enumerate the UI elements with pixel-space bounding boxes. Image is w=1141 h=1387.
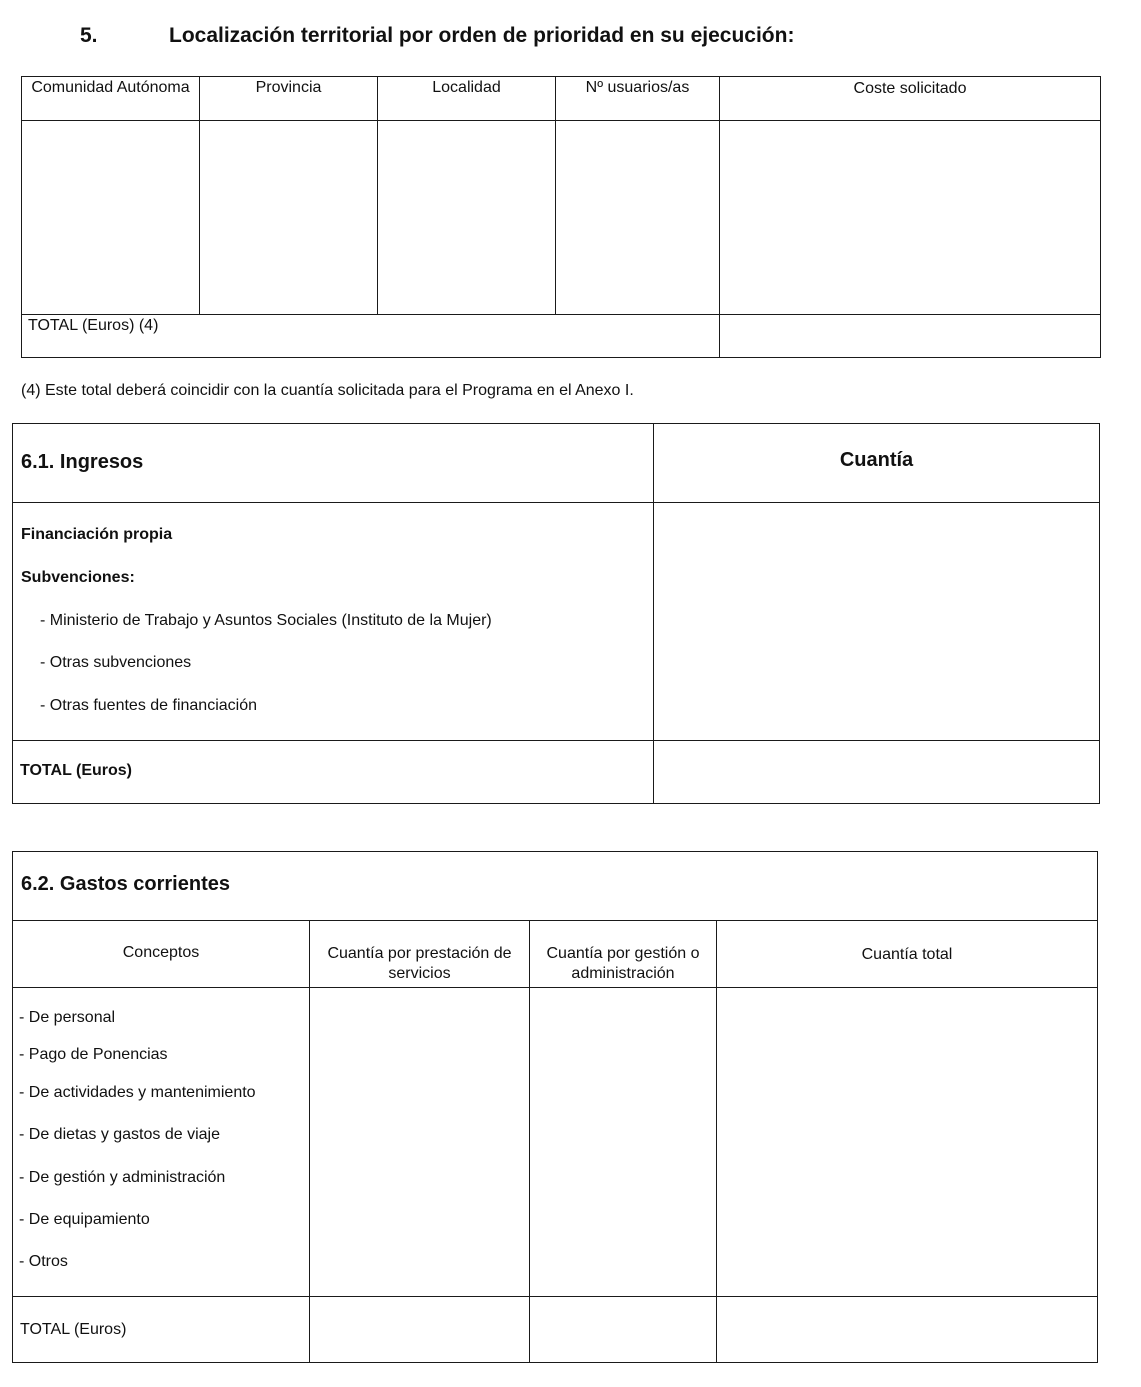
gastos-prestacion-cell[interactable]	[310, 988, 529, 1296]
ingresos-item-otras-fuentes: - Otras fuentes de financiación	[40, 697, 258, 714]
footnote: (4) Este total deberá coincidir con la cuantía solicitada para el Programa en el Anexo I.	[21, 382, 634, 399]
cell-usuarios[interactable]	[556, 121, 719, 314]
gastos-total-gestion-cell[interactable]	[530, 1297, 716, 1362]
ingresos-item-subvenciones: Subvenciones:	[21, 569, 135, 586]
ingresos-title: 6.1. Ingresos	[21, 451, 144, 473]
column-header-gestion: Cuantía por gestión o administración	[546, 945, 700, 982]
ingresos-total-cell[interactable]	[654, 741, 1099, 803]
column-header-comunidad: Comunidad Autónoma	[31, 79, 190, 96]
column-header-total: Cuantía total	[861, 946, 953, 963]
gastos-item-personal: - De personal	[19, 1009, 116, 1026]
gastos-total-total-cell[interactable]	[717, 1297, 1097, 1362]
gastos-title: 6.2. Gastos corrientes	[21, 873, 230, 895]
ingresos-amount-cell[interactable]	[654, 503, 1099, 740]
cuantia-header: Cuantía	[839, 449, 914, 471]
column-header-localidad: Localidad	[432, 79, 501, 96]
column-header-coste: Coste solicitado	[853, 80, 967, 97]
section-number: 5.	[80, 24, 98, 47]
gastos-total-label: TOTAL (Euros)	[20, 1321, 127, 1338]
gastos-item-dietas: - De dietas y gastos de viaje	[19, 1126, 220, 1143]
column-header-provincia: Provincia	[255, 79, 322, 96]
gastos-item-equipamiento: - De equipamiento	[19, 1211, 150, 1228]
cell-provincia[interactable]	[200, 121, 377, 314]
column-header-conceptos: Conceptos	[122, 944, 200, 961]
cell-localidad[interactable]	[378, 121, 555, 314]
column-header-usuarios: Nº usuarios/as	[585, 79, 690, 96]
total-value-cell[interactable]	[720, 315, 1100, 357]
gastos-total-prestacion-cell[interactable]	[310, 1297, 529, 1362]
gastos-total-cell[interactable]	[717, 988, 1097, 1296]
cell-comunidad[interactable]	[22, 121, 199, 314]
gastos-item-gestion: - De gestión y administración	[19, 1169, 226, 1186]
total-label: TOTAL (Euros) (4)	[28, 317, 159, 334]
gastos-item-actividades: - De actividades y mantenimiento	[19, 1084, 256, 1101]
ingresos-total-label: TOTAL (Euros)	[20, 762, 132, 779]
gastos-item-ponencias: - Pago de Ponencias	[19, 1046, 168, 1063]
section-title: Localización territorial por orden de prioridad en su ejecución:	[169, 24, 795, 47]
ingresos-item-financiacion: Financiación propia	[21, 526, 173, 543]
gastos-gestion-cell[interactable]	[530, 988, 716, 1296]
ingresos-item-ministerio: - Ministerio de Trabajo y Asuntos Sociales (Instituto de la Mujer)	[40, 612, 492, 629]
gastos-item-otros: - Otros	[19, 1253, 68, 1270]
column-header-prestacion: Cuantía por prestación de servicios	[327, 945, 512, 982]
cell-coste[interactable]	[720, 121, 1100, 314]
ingresos-item-otras-subvenciones: - Otras subvenciones	[40, 654, 192, 671]
